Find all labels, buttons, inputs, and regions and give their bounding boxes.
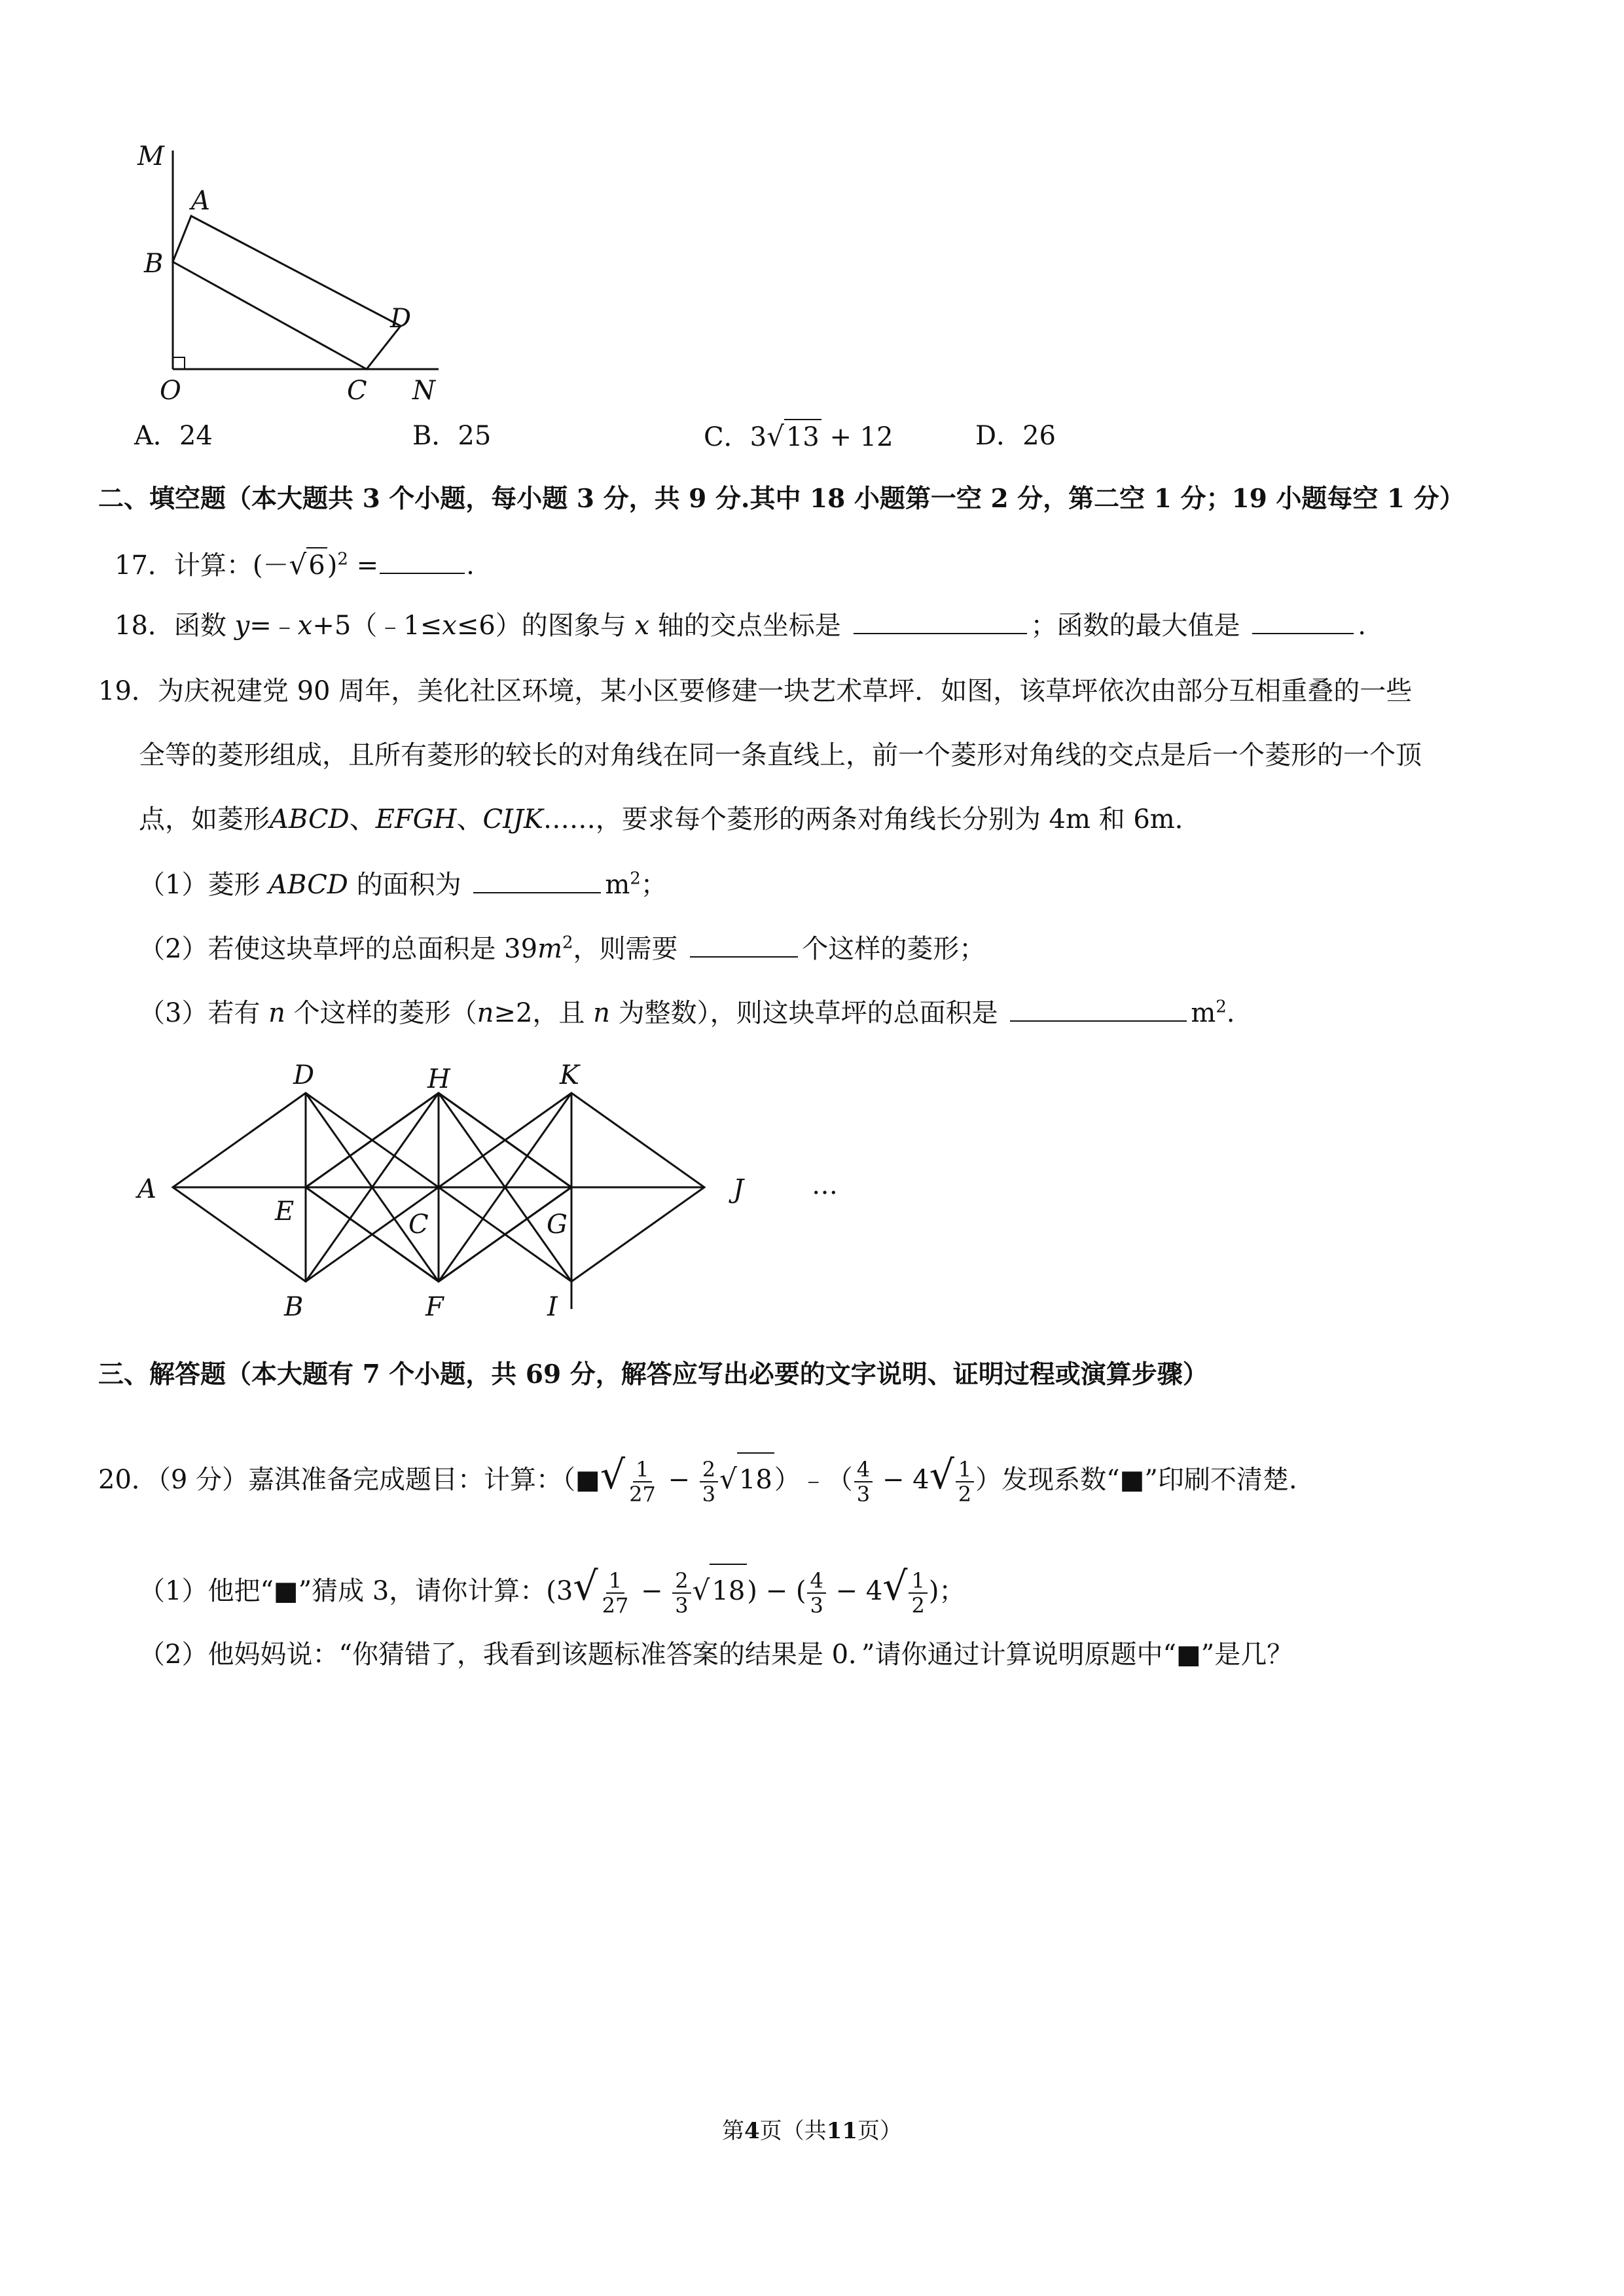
q20-line1 [98, 1449, 1297, 1506]
q19-blank-1[interactable] [473, 870, 601, 893]
footer-total-pages: 11 [826, 2118, 857, 2144]
label-b: B [284, 1292, 304, 1322]
q17-end: . [466, 550, 475, 581]
q20-text: )； [928, 1576, 965, 1606]
q19-text: ≥2，且 [494, 998, 585, 1028]
q19-power: 2 [1216, 997, 1227, 1017]
q18 [115, 609, 1366, 643]
label-h: H [427, 1064, 450, 1094]
q20-minus: − [668, 1465, 691, 1495]
q19-unit: m [605, 870, 630, 900]
fraction-1-27 [600, 1569, 632, 1617]
q18-blank-1[interactable] [854, 611, 1027, 634]
label-k: K [560, 1060, 579, 1090]
q20-text: ）﹣（ [774, 1465, 853, 1495]
q20-text: ) − ( [747, 1576, 806, 1606]
sqrt-icon: √ [573, 1564, 598, 1609]
fraction-denominator: 2 [911, 1593, 925, 1618]
q19-text: 个这样的菱形； [802, 934, 986, 964]
q20-text: 20．（9 分）嘉淇准备完成题目：计算：（■ [98, 1465, 600, 1495]
rectangle-abcd [173, 216, 401, 369]
fraction-1-27 [626, 1458, 659, 1506]
fraction-2-3 [672, 1569, 691, 1617]
q19-text: 点，如菱形 [139, 804, 270, 834]
ellipsis: … [812, 1170, 838, 1200]
q17-equals: = [356, 550, 379, 581]
q19-text: ； [640, 870, 667, 900]
q20-text: （1）他把“■”猜成 3，请你计算：(3 [139, 1576, 573, 1606]
fraction-4-3 [807, 1569, 825, 1617]
sqrt-icon: √ [767, 420, 784, 452]
q17-prefix: 17．计算：(－ [115, 550, 289, 581]
q19-sub3 [139, 996, 1235, 1030]
q19-rhombus-abcd: ABCD [268, 870, 348, 900]
q19-line1: 19．为庆祝建党 90 周年，美化社区环境，某小区要修建一块艺术草坪．如图，该草坪依次由部分互相重叠的一些 [98, 676, 1413, 706]
fraction-denominator: 27 [629, 1482, 656, 1507]
footer-page-number: 4 [744, 2118, 760, 2144]
radicand-18: 18 [710, 1564, 747, 1617]
q18-blank-2[interactable] [1252, 611, 1354, 634]
q20-sub2: （2）他妈妈说：“你猜错了，我看到该题标准答案的结果是 0．”请你通过计算说明原题中“■”是几？ [139, 1640, 1293, 1670]
q19-text: 、 [349, 804, 376, 834]
fraction-numerator: 4 [854, 1458, 873, 1482]
label-i: I [547, 1292, 558, 1322]
q19-sub2 [139, 932, 985, 966]
fraction-denominator: 3 [856, 1482, 871, 1507]
radicand-18: 18 [737, 1452, 774, 1506]
q17-radicand: 6 [306, 547, 327, 583]
label-g: G [547, 1210, 568, 1240]
label-a: A [191, 186, 210, 216]
q19-text: 、 [456, 804, 483, 834]
q19-power: 2 [630, 869, 641, 889]
q19-text: 个这样的菱形（ [293, 998, 477, 1028]
section2-heading: 二、填空题（本大题共 3 个小题，每小题 3 分，共 9 分.其中 18 小题第一空 2 分，第二空 1 分；19 小题每空 1 分） [98, 484, 1465, 514]
option-c-prefix: C．3 [704, 422, 767, 452]
q19-text: （3）若有 [139, 998, 261, 1028]
q17-suffix: ) [327, 550, 338, 581]
q18-text-d: ≤6）的图象与 [456, 611, 626, 641]
q19-unit: m [537, 934, 562, 964]
q20-minus-four: − 4 [882, 1465, 929, 1495]
q19-line2: 全等的菱形组成，且所有菱形的较长的对角线在同一条直线上，前一个菱形对角线的交点是后一个菱形的一个顶 [139, 740, 1422, 770]
q19-text: ，则需要 [573, 934, 678, 964]
q18-text-e: 轴的交点坐标是 [657, 611, 841, 641]
label-d: D [293, 1060, 315, 1090]
label-j: J [733, 1174, 744, 1204]
label-m: M [137, 141, 164, 171]
q17-power: 2 [337, 549, 348, 569]
right-angle-mark [173, 357, 185, 369]
fraction-1-2 [956, 1458, 974, 1506]
q19-sub1 [139, 868, 667, 902]
q18-text-f: ；函数的最大值是 [1030, 611, 1240, 641]
fraction-denominator: 3 [702, 1482, 716, 1507]
footer-text: 页（共 [759, 2118, 827, 2144]
page-footer [0, 2114, 1624, 2148]
fraction-4-3 [854, 1458, 873, 1506]
label-b: B [144, 249, 164, 279]
q18-text-b: =﹣ [249, 611, 298, 641]
fraction-numerator: 1 [956, 1458, 974, 1482]
section3-heading: 三、解答题（本大题有 7 个小题，共 69 分，解答应写出必要的文字说明、证明过程或演算步骤） [98, 1359, 1208, 1390]
q19-power: 2 [562, 933, 573, 953]
q19-line3 [139, 802, 1201, 836]
q16-option-a: A．24 [134, 421, 213, 451]
q19-text: . [1226, 998, 1235, 1028]
sqrt-icon: √ [929, 1452, 954, 1498]
fraction-2-3 [700, 1458, 718, 1506]
q19-rhombus-abcd: ABCD [270, 804, 350, 834]
q16-option-d: D．26 [975, 421, 1056, 451]
q19-var-n: n [593, 998, 610, 1028]
label-a: A [137, 1174, 156, 1204]
q18-text-c: +5（﹣1≤ [312, 611, 442, 641]
label-f: F [425, 1292, 444, 1322]
q20-sub1 [139, 1560, 965, 1617]
label-n: N [412, 376, 435, 406]
fraction-denominator: 3 [810, 1593, 823, 1618]
q20-text: ）发现系数“■”印刷不清楚. [975, 1465, 1297, 1495]
q19-blank-2[interactable] [690, 934, 798, 958]
fraction-numerator: 1 [909, 1569, 927, 1594]
fraction-denominator: 3 [675, 1593, 689, 1618]
q19-rhombus-efgh: EFGH [375, 804, 457, 834]
label-c: C [347, 376, 367, 406]
q18-end: . [1358, 611, 1366, 641]
q19-text: ……，要求每个菱形的两条对角线长分别为 4m 和 6m． [543, 804, 1201, 834]
option-c-suffix: + 12 [829, 422, 893, 452]
q19-figure [124, 1047, 897, 1335]
q19-text: （2）若使这块草坪的总面积是 39 [139, 934, 538, 964]
sqrt-icon: √ [692, 1574, 710, 1606]
label-e: E [275, 1196, 295, 1227]
q18-var-y: y [234, 611, 250, 641]
label-o: O [160, 376, 181, 406]
label-c: C [408, 1210, 429, 1240]
q17-answer-blank[interactable] [380, 550, 465, 574]
sqrt-icon: √ [289, 548, 307, 581]
q18-text-a: 18．函数 [115, 611, 226, 641]
label-d: D [390, 304, 412, 334]
q19-text: （1）菱形 [139, 870, 261, 900]
q19-text: 的面积为 [356, 870, 461, 900]
q16-figure [118, 131, 458, 419]
q20-minus: − [641, 1576, 663, 1606]
fraction-numerator: 2 [700, 1458, 718, 1482]
fraction-numerator: 2 [672, 1569, 691, 1594]
q19-rhombus-cijk: CIJK [482, 804, 543, 834]
q17 [115, 547, 475, 583]
fraction-numerator: 1 [606, 1569, 624, 1594]
sqrt-icon: √ [882, 1564, 908, 1609]
q19-var-n: n [268, 998, 285, 1028]
fraction-denominator: 2 [958, 1482, 972, 1507]
option-c-radicand: 13 [784, 419, 821, 454]
q19-unit: m [1191, 998, 1216, 1028]
sqrt-icon: √ [600, 1452, 626, 1498]
q16-option-b: B．25 [412, 421, 492, 451]
q19-text: 为整数），则这块草坪的总面积是 [618, 998, 998, 1028]
q19-var-n: n [477, 998, 494, 1028]
q18-var-x: x [442, 611, 457, 641]
fraction-numerator: 1 [633, 1458, 651, 1482]
q19-blank-3[interactable] [1010, 998, 1187, 1022]
q20-minus-four: − 4 [835, 1576, 883, 1606]
footer-text: 页） [857, 2118, 902, 2144]
fraction-1-2 [909, 1569, 927, 1617]
fraction-denominator: 27 [602, 1593, 629, 1618]
q18-var-x: x [297, 611, 313, 641]
footer-text: 第 [722, 2118, 744, 2144]
q18-var-x: x [634, 611, 650, 641]
q16-option-c [704, 419, 893, 454]
fraction-numerator: 4 [807, 1569, 825, 1594]
sqrt-icon: √ [719, 1463, 737, 1495]
